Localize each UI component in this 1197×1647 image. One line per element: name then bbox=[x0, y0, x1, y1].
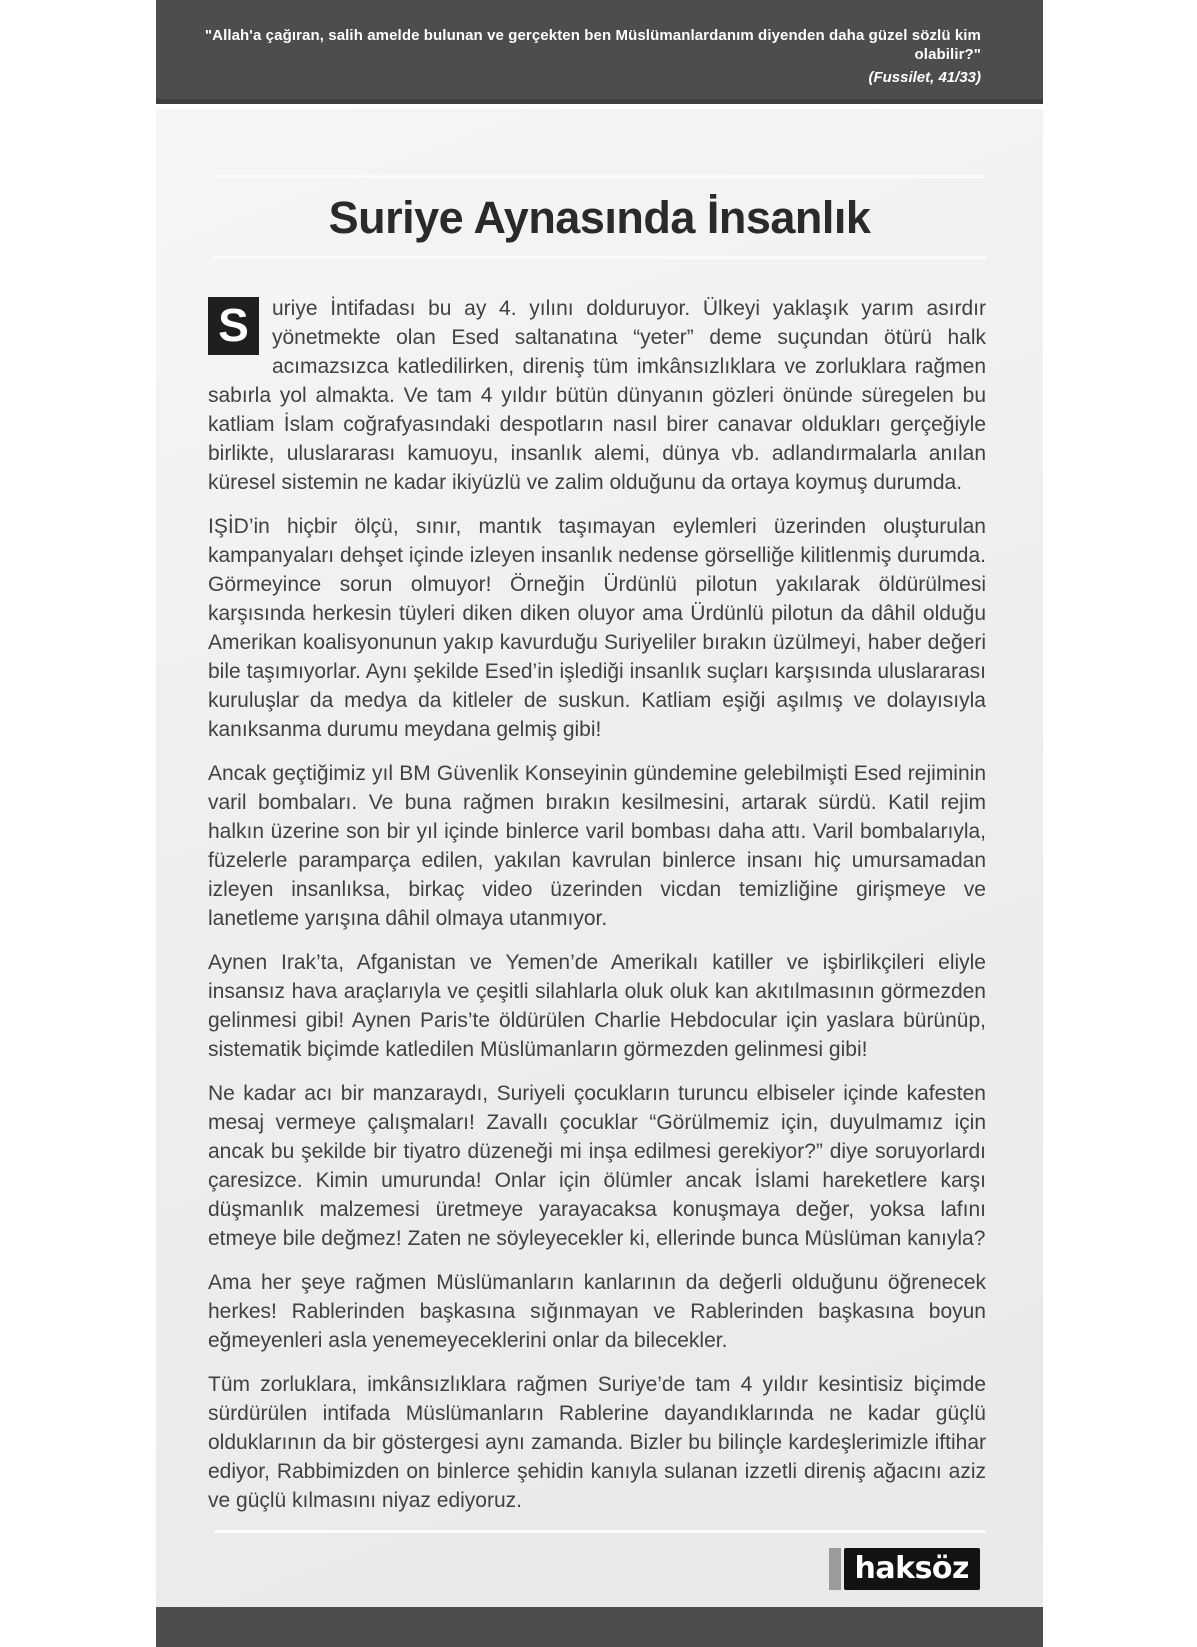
footer-rule bbox=[214, 1530, 986, 1533]
paragraph-4: Aynen Irak’ta, Afganistan ve Yemen’de Amerikalı katiller ve işbirlikçileri eliyle insansız hava araçlarıyla ve çeşitli silahlarla oluk oluk kan akıtılmasının görmezden gelinmesi gibi! Aynen Paris’te öldürülen Charlie Hebdocular için yaslara bürünüp, sistematik biçimde katledilen Müslümanların görmezden gelinmesi gibi! bbox=[208, 951, 986, 1061]
header-quote-text: "Allah'a çağıran, salih amelde bulunan ve gerçekten ben Müslümanlardanım diyenden daha güzel sözlü kim olabilir?" bbox=[204, 27, 981, 63]
article-body bbox=[208, 294, 986, 1515]
article-title: Suriye Aynasında İnsanlık bbox=[328, 192, 871, 243]
paragraph-2: IŞİD’in hiçbir ölçü, sınır, mantık taşımayan eylemleri üzerinden oluşturulan kampanyaları dehşet içinde izleyen insanlık nedense görselliğe kilitlenmiş durumda. Görmeyince sorun olmuyor! Örneğin Ürdünlü pilotun yakılarak öldürülmesi karşısında herkesin tüyleri diken diken oluyor ama Ürdünlü pilotun da dâhil olduğu Amerikan koalisyonunun yakıp kavurduğu Suriyeliler bırakın üzülmeyi, haber değeri bile taşımıyorlar. Aynı şekilde Esed’in işlediği insanlık suçları karşısında uluslararası kuruluşlar da medya da kitleler de suskun. Katliam eşiği aşılmış ve dolayısıyla kanıksanma durumu meydana gelmiş gibi! bbox=[208, 515, 986, 741]
header-quote-band bbox=[156, 0, 1043, 104]
dropcap-letter: S bbox=[208, 297, 259, 355]
haksoz-logo bbox=[829, 1548, 980, 1590]
title-rule-top bbox=[214, 175, 986, 178]
paragraph-7: Tüm zorluklara, imkânsızlıklara rağmen Suriye’de tam 4 yıldır kesintisiz biçimde sürdürülen intifada Müslümanların Rablerine dayandıklarında ne kadar güçlü olduklarının da bir göstergesi aynı zamanda. Bizler bu bilinçle kardeşlerimizle iftihar ediyor, Rabbimizden on binlerce şehidin kanıyla sulanan izzetli direniş ağacını aziz ve güçlü kılmasını niyaz ediyoruz. bbox=[208, 1373, 986, 1512]
paragraph-1-text: uriye İntifadası bu ay 4. yılını dolduruyor. Ülkeyi yaklaşık yarım asırdır yönetmekte olan Esed saltanatına “yeter” deme suçundan ötürü halk acımazsızca katledilirken, direniş tüm imkânsızlıklara ve zorluklara rağmen sabırla yol almakta. Ve tam 4 yıldır bütün dünyanın gözleri önünde süregelen bu katliam İslam coğrafyasındaki despotların nasıl birer canavar oldukları gerçeğiyle birlikte, uluslararası kamuoyu, insanlık alemi, dünya vb. adlandırmalarla anılan küresel sistemin ne kadar ikiyüzlü ve zalim olduğunu da ortaya koymuş durumda. bbox=[208, 297, 986, 494]
logo-wordmark: haksöz bbox=[844, 1548, 980, 1590]
title-rule-bottom bbox=[214, 256, 986, 259]
paragraph-5: Ne kadar acı bir manzaraydı, Suriyeli çocukların turuncu elbiseler içinde kafesten mesaj vermeye çalışmaları! Zavallı çocuklar “Görülmemiz için, duyulmamız için ancak bu şekilde bir tiyatro düzeneği mi inşa edilmesi gerekiyor?” diye soruyorlardı çaresizce. Kimin umurunda! Onlar için ölümler ancak İslami hareketlere karşı düşmanlık malzemesi üretmeye yarayacaksa konuşmaya değer, yoksa lafını etmeye bile değmez! Zaten ne söyleyecekler ki, ellerinde bunca Müslüman kanıyla? bbox=[208, 1082, 986, 1250]
footer-band bbox=[156, 1607, 1043, 1647]
header-quote-source: (Fussilet, 41/33) bbox=[868, 69, 981, 86]
paragraph-1 bbox=[208, 294, 986, 497]
logo-accent-bar bbox=[829, 1548, 841, 1590]
paragraph-6: Ama her şeye rağmen Müslümanların kanlarının da değerli olduğunu öğrenecek herkes! Rablerinden başkasına sığınmayan ve Rablerinden başkasına boyun eğmeyenleri asla yenemeyeceklerini onlar da bilecekler. bbox=[208, 1271, 986, 1352]
paragraph-3: Ancak geçtiğimiz yıl BM Güvenlik Konseyinin gündemine gelebilmişti Esed rejiminin varil bombaları. Ve buna rağmen bırakın kesilmesini, artarak sürdü. Katil rejim halkın üzerine son bir yıl içinde binlerce varil bombası daha attı. Varil bombalarıyla, füzelerle paramparça edilen, yakılan kavrulan binlerce insanı hiç umursamadan izleyen insanlıksa, birkaç video üzerinden vicdan temizliğine girişmeye ve lanetleme yarışına dâhil olmaya utanmıyor. bbox=[208, 762, 986, 930]
article-sheet bbox=[156, 109, 1043, 1607]
